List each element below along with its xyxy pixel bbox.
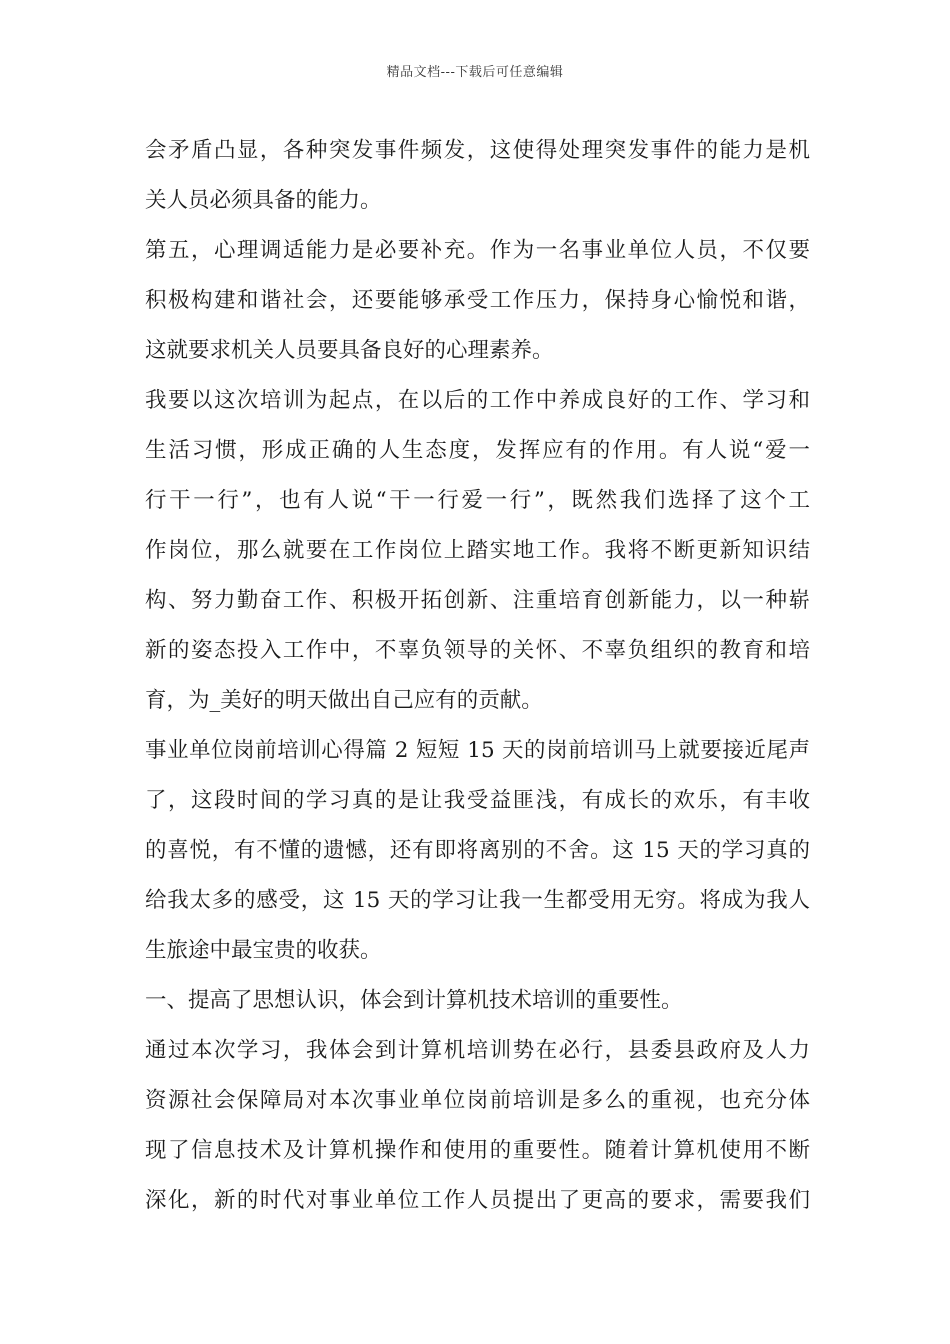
text-line: 作岗位，那么就要在工作岗位上踏实地工作。我将不断更新知识结 (145, 538, 810, 563)
text-line: 资源社会保障局对本次事业单位岗前培训是多么的重视，也充分体 (145, 1088, 810, 1113)
text-line: 给我太多的感受，这 15 天的学习让我一生都受用无穷。将成为我人 (145, 888, 810, 913)
text-line: 我要以这次培训为起点，在以后的工作中养成良好的工作、学习和 (145, 388, 810, 413)
text-line: 构、努力勤奋工作、积极开拓创新、注重培育创新能力，以一种崭 (145, 588, 810, 613)
text-line: 行干一行”，也有人说“干一行爱一行”，既然我们选择了这个工 (145, 488, 810, 513)
text-line: 事业单位岗前培训心得篇 2 短短 15 天的岗前培训马上就要接近尾声 (145, 738, 810, 763)
text-line: 关人员必须具备的能力。 (145, 188, 382, 213)
text-line: 现了信息技术及计算机操作和使用的重要性。随着计算机使用不断 (145, 1138, 810, 1163)
text-line: 的喜悦，有不懂的遗憾，还有即将离别的不舍。这 15 天的学习真的 (145, 838, 810, 863)
text-line: 新的姿态投入工作中，不辜负领导的关怀、不辜负组织的教育和培 (145, 638, 810, 663)
text-line: 这就要求机关人员要具备良好的心理素养。 (145, 338, 554, 363)
page-header: 精品文档---下载后可任意编辑 (386, 65, 564, 80)
text-line: 第五，心理调适能力是必要补充。作为一名事业单位人员，不仅要 (145, 238, 810, 263)
text-line: 积极构建和谐社会，还要能够承受工作压力，保持身心愉悦和谐， (145, 288, 810, 313)
text-line: 深化，新的时代对事业单位工作人员提出了更高的要求，需要我们 (145, 1188, 810, 1213)
text-line: 生旅途中最宝贵的收获。 (145, 938, 382, 963)
text-line: 生活习惯，形成正确的人生态度，发挥应有的作用。有人说“爱一 (145, 438, 810, 463)
text-line: 了，这段时间的学习真的是让我受益匪浅，有成长的欢乐，有丰收 (145, 788, 810, 813)
text-line: 育，为_美好的明天做出自己应有的贡献。 (145, 688, 543, 713)
text-line: 一、提高了思想认识，体会到计算机技术培训的重要性。 (145, 988, 683, 1013)
text-line: 会矛盾凸显，各种突发事件频发，这使得处理突发事件的能力是机 (145, 138, 810, 163)
body-text (145, 126, 810, 1226)
text-line: 通过本次学习，我体会到计算机培训势在必行，县委县政府及人力 (145, 1038, 810, 1063)
